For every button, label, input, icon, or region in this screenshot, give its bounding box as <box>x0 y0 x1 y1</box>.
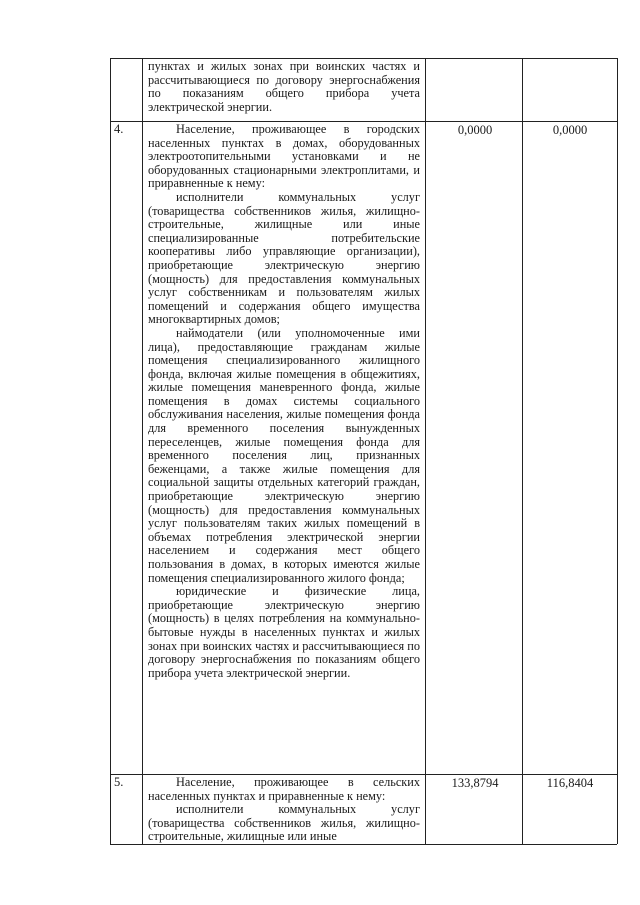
table-border-left <box>110 58 111 844</box>
row-4-value-1: 0,0000 <box>457 123 493 137</box>
paragraph: исполнители коммунальных услуг (товарищества собственников жилья, жилищно-строительные, жилищные или иные специализированные потребительские кооперативы либо управляющие организации), приобретающие электрическую энергию (мощность) для предоставления коммунальных услуг собственникам и пользователям жилых помещений и содержания общего имущества многоквартирных домов; <box>148 189 420 327</box>
paragraph: Население, проживающее в сельских населенных пунктах и приравненные к нему: <box>148 775 420 803</box>
paragraph: исполнители коммунальных услуг (товарищества собственников жилья, жилищно-строительные, жилищные или иные <box>148 802 420 844</box>
row-4-description <box>148 123 420 680</box>
table-border-right <box>617 58 618 844</box>
row-5-number: 5. <box>114 775 124 789</box>
table-border-col3 <box>522 58 523 844</box>
row-4-value-2: 0,0000 <box>552 123 588 137</box>
table-border-col1 <box>142 58 143 844</box>
row-4-number: 4. <box>114 122 124 136</box>
table-border-col2 <box>425 58 426 844</box>
paragraph: наймодатели (или уполномоченные ими лица), предоставляющие гражданам жилые помещения специализированного жилищного фонда, включая жилые помещения в общежитиях, жилые помещения маневренного фонда, жилые помещения в домах системы социального обслуживания населения, жилые помещения фонда для временного поселения вынужденных переселенцев, жилые помещения фонда для временного поселения лиц, признанных беженцами, а также жилые помещения для социальной защиты отдельных категорий граждан, приобретающие электрическую энергию (мощность) для предоставления коммунальных услуг пользователям таких жилых помещений в объемах потребления электрической энергии населением и содержания мест общего пользования в домах, в которых имеются жилые помещения специализированного жилого фонда; <box>148 325 420 585</box>
row-5-description <box>148 776 420 844</box>
row-5-value-2: 116,8404 <box>546 776 594 790</box>
row-continuation-description <box>148 60 420 114</box>
paragraph: юридические и физические лица, приобретающие электрическую энергию (мощность) в целях потребления на коммунально-бытовые нужды в населенных пунктах и жилых зонах при воинских частях и рассчитывающиеся по договору энергоснабжения по показаниям общего прибора учета электрической энергии. <box>148 584 420 680</box>
row-5-value-1: 133,8794 <box>451 776 499 790</box>
table-border-bottom <box>110 844 617 845</box>
paragraph: Население, проживающее в городских населенных пунктах в домах, оборудованных электроотопительными установками и не оборудованных стационарными электроплитами, и приравненные к нему: <box>148 122 420 191</box>
paragraph: пунктах и жилых зонах при воинских частях и рассчитывающиеся по договору энергоснабжения по показаниям общего прибора учета электрической энергии. <box>148 59 420 114</box>
